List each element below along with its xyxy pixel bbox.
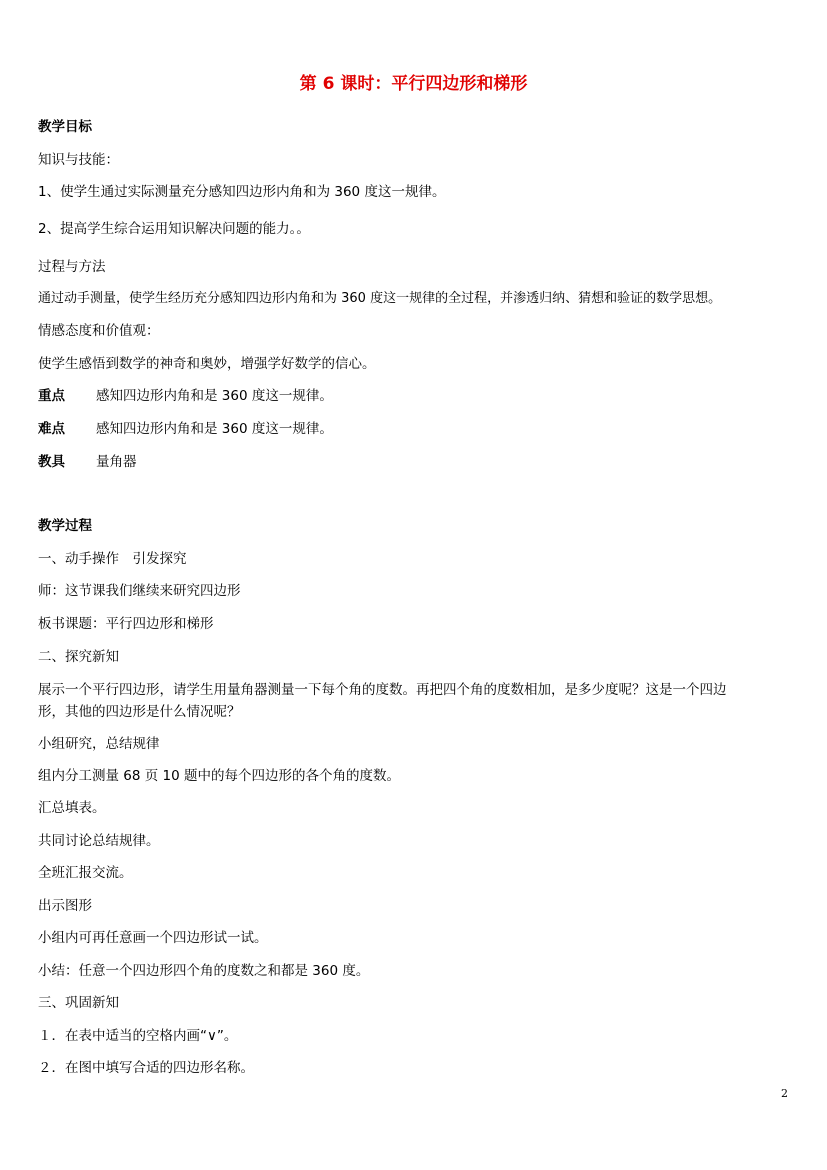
key-point bbox=[38, 387, 333, 405]
process-heading: 教学过程 bbox=[38, 518, 92, 534]
section-2-heading: 二、探究新知 bbox=[38, 649, 119, 665]
knowledge-heading: 知识与技能： bbox=[38, 152, 119, 168]
difficult-point-text: 感知四边形内角和是 360 度这一规律。 bbox=[96, 421, 333, 437]
section-2-line-7: 出示图形 bbox=[38, 898, 92, 914]
emotion-text: 使学生感悟到数学的神奇和奥妙，增强学好数学的信心。 bbox=[38, 356, 376, 372]
process-method-text: 通过动手测量，使学生经历充分感知四边形内角和为 360 度这一规律的全过程，并渗透归纳、猜想和验证的数学思想。 bbox=[38, 291, 722, 306]
process-method-heading: 过程与方法 bbox=[38, 259, 106, 275]
section-2-line-1b: 形，其他的四边形是什么情况呢？ bbox=[38, 704, 241, 720]
page-number: 2 bbox=[781, 1087, 788, 1100]
section-3-heading: 三、巩固新知 bbox=[38, 995, 119, 1011]
section-1-line-1: 师：这节课我们继续来研究四边形 bbox=[38, 583, 241, 599]
difficult-point-label: 难点 bbox=[38, 421, 65, 437]
section-2-line-3: 组内分工测量 68 页 10 题中的每个四边形的各个角的度数。 bbox=[38, 768, 401, 784]
tools bbox=[38, 453, 137, 471]
objectives-heading: 教学目标 bbox=[38, 119, 92, 135]
section-2-line-8: 小组内可再任意画一个四边形试一试。 bbox=[38, 930, 268, 946]
section-2-line-9: 小结：任意一个四边形四个角的度数之和都是 360 度。 bbox=[38, 963, 370, 979]
section-2-line-6: 全班汇报交流。 bbox=[38, 865, 133, 881]
section-3-line-2: ２．在图中填写合适的四边形名称。 bbox=[38, 1060, 254, 1076]
tools-text: 量角器 bbox=[96, 454, 137, 470]
section-2-line-2: 小组研究，总结规律 bbox=[38, 736, 160, 752]
objective-item-1: 1、使学生通过实际测量充分感知四边形内角和为 360 度这一规律。 bbox=[38, 184, 446, 200]
tools-label: 教具 bbox=[38, 454, 65, 470]
emotion-heading: 情感态度和价值观： bbox=[38, 323, 160, 339]
page-title: 第 6 课时：平行四边形和梯形 bbox=[299, 74, 528, 94]
section-2-line-5: 共同讨论总结规律。 bbox=[38, 833, 160, 849]
section-3-line-1: １．在表中适当的空格内画“∨”。 bbox=[38, 1028, 238, 1044]
key-point-label: 重点 bbox=[38, 388, 65, 404]
section-2-line-4: 汇总填表。 bbox=[38, 800, 106, 816]
section-1-heading: 一、动手操作 引发探究 bbox=[38, 551, 187, 567]
difficult-point bbox=[38, 420, 333, 438]
section-1-line-2: 板书课题：平行四边形和梯形 bbox=[38, 616, 214, 632]
key-point-text: 感知四边形内角和是 360 度这一规律。 bbox=[96, 388, 333, 404]
section-2-line-1a: 展示一个平行四边形，请学生用量角器测量一下每个角的度数。再把四个角的度数相加，是多少度呢？这是一个四边 bbox=[38, 682, 727, 698]
objective-item-2: 2、提高学生综合运用知识解决问题的能力。。 bbox=[38, 221, 310, 237]
